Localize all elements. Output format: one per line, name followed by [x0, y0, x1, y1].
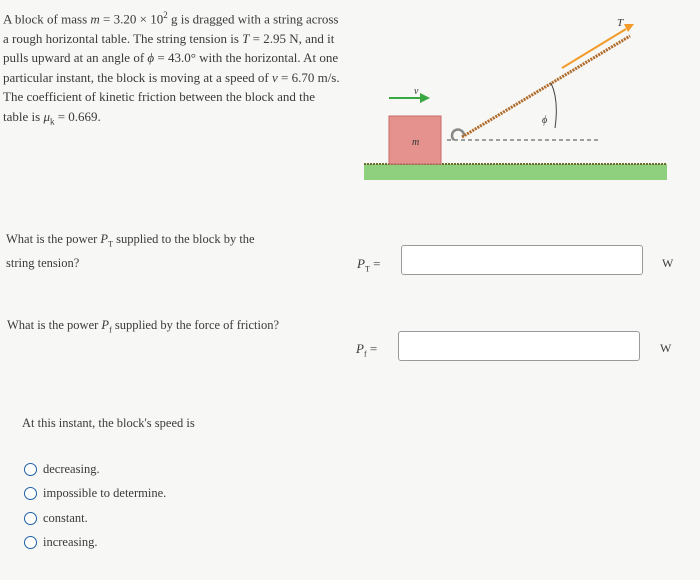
tension-value: = 2.95 N, and it pulls upward at an angle of	[3, 30, 335, 66]
q2-subscript: f	[109, 325, 112, 335]
speed-value: = 6.70 m/s. The coefficient of kinetic friction between the block and the table is	[3, 69, 340, 124]
pf-answer-input[interactable]	[398, 331, 640, 361]
q2-text-a: What is the power	[7, 318, 102, 332]
q1-text-a: What is the power	[6, 232, 101, 246]
pf-symbol: P	[356, 341, 364, 356]
question-3-text: At this instant, the block's speed is	[22, 416, 195, 430]
mass-unit-text: g is dragged with a string across a rough horizontal table. The string tension is	[3, 11, 339, 46]
angle-symbol: ϕ	[147, 50, 155, 66]
speed-options	[24, 457, 166, 555]
block-label: m	[412, 137, 420, 148]
intro-text: A block of mass	[3, 11, 91, 27]
q2-symbol: P	[101, 318, 110, 332]
mass-exponent: 2	[163, 10, 168, 20]
q1-subscript: T	[108, 239, 113, 249]
mass-value: = 3.20 × 10	[99, 11, 164, 27]
tension-symbol: T	[242, 30, 250, 46]
pf-equals: =	[366, 341, 378, 356]
pt-answer-input[interactable]	[401, 245, 643, 275]
q2-text-b: supplied by the force of friction?	[111, 318, 280, 332]
pt-symbol: P	[357, 256, 365, 271]
option-decreasing[interactable]	[24, 457, 166, 482]
angle-value: = 43.0°	[154, 50, 196, 66]
question-1-text	[6, 230, 276, 272]
hook-icon	[452, 130, 464, 140]
pt-label	[357, 256, 380, 274]
mass-symbol: m	[90, 11, 100, 27]
option-constant[interactable]	[24, 506, 166, 531]
pf-unit: W	[660, 341, 672, 355]
mu-text: μ	[43, 108, 50, 124]
pf-subscript: f	[363, 349, 367, 359]
pt-subscript: T	[364, 264, 370, 274]
radio-icon[interactable]	[24, 536, 37, 549]
after-angle-text: with the horizontal. At one particular instant, the block is moving at a speed of	[3, 50, 339, 85]
angle-arc	[551, 83, 556, 128]
option-impossible[interactable]	[24, 482, 166, 507]
pt-equals: =	[369, 256, 381, 271]
tension-label: T⃗	[617, 17, 632, 29]
radio-icon[interactable]	[24, 512, 37, 525]
option-increasing[interactable]	[24, 531, 166, 556]
q1-text-b: supplied to the block by the string tension?	[6, 232, 255, 270]
physics-diagram	[362, 12, 670, 187]
option-label: increasing.	[43, 535, 98, 550]
radio-icon[interactable]	[24, 487, 37, 500]
angle-label: ϕ	[542, 115, 548, 126]
q1-symbol: P	[100, 232, 109, 246]
mu-value: = 0.669.	[54, 108, 101, 124]
tension-arrow	[562, 29, 626, 68]
pt-unit: W	[662, 256, 674, 270]
table-surface	[364, 164, 667, 180]
velocity-label: v⃗	[414, 86, 427, 97]
option-label: impossible to determine.	[43, 486, 167, 501]
option-label: constant.	[43, 510, 88, 525]
pf-label	[356, 341, 377, 359]
problem-statement	[3, 6, 343, 132]
option-label: decreasing.	[43, 461, 100, 476]
mu-subscript: k	[49, 116, 55, 127]
speed-symbol: v	[271, 69, 278, 85]
question-2-text	[7, 316, 327, 340]
radio-icon[interactable]	[24, 463, 37, 476]
